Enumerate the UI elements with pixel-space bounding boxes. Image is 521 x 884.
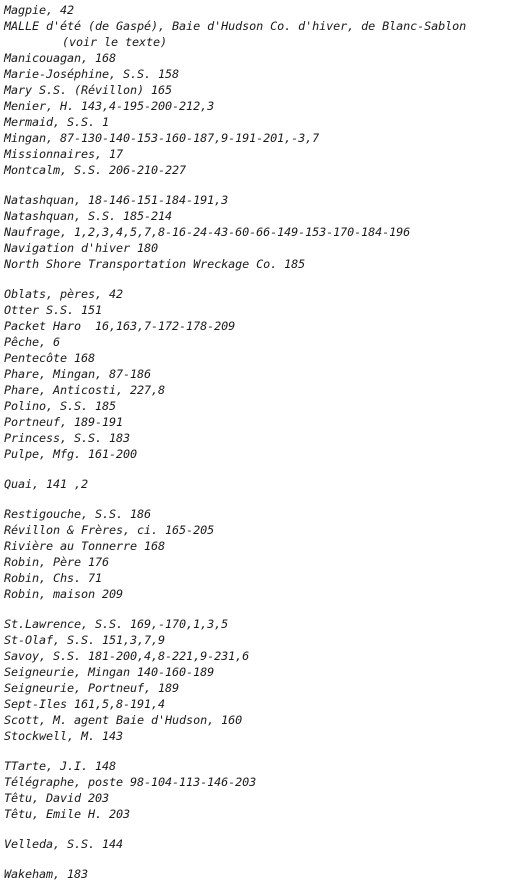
index-entry: Seigneurie, Portneuf, 189 [4, 681, 180, 695]
index-entry: Wakeham, 183 [4, 867, 89, 881]
index-entry: Pêche, 6 [4, 335, 61, 349]
index-entry: Mary S.S. (Révillon) 165 [4, 83, 173, 97]
index-entry: St.Lawrence, S.S. 169,-170,1,3,5 [4, 617, 229, 631]
index-entry: Princess, S.S. 183 [4, 431, 131, 445]
index-group-s [4, 616, 515, 744]
index-entry: Robin, Père 176 [4, 555, 110, 569]
index-entry: Seigneurie, Mingan 140-160-189 [4, 665, 215, 679]
index-entry: North Shore Transportation Wreckage Co. 185 [4, 257, 306, 271]
index-entry: Têtu, Emile H. 203 [4, 807, 131, 821]
index-entry: Quai, 141 ,2 [4, 477, 89, 491]
index-entry: Naufrage, 1,2,3,4,5,7,8-16-24-43-60-66-149-153-170-184-196 [4, 225, 411, 239]
index-group-m [4, 2, 515, 178]
index-entry: Phare, Anticosti, 227,8 [4, 383, 166, 397]
index-group-n [4, 192, 515, 272]
index-entry: Pentecôte 168 [4, 351, 96, 365]
index-entry: Têtu, David 203 [4, 791, 110, 805]
index-entry: Télégraphe, poste 98-104-113-146-203 [4, 775, 257, 789]
index-group-r [4, 506, 515, 602]
index-entry: Pulpe, Mfg. 161-200 [4, 447, 138, 461]
index-entry: Marie-Joséphine, S.S. 158 [4, 67, 180, 81]
index-entry: Natashquan, 18-146-151-184-191,3 [4, 193, 229, 207]
index-entry: Navigation d'hiver 180 [4, 241, 159, 255]
index-group-w [4, 866, 515, 882]
index-entry: Rivière au Tonnerre 168 [4, 539, 166, 553]
index-entry: Menier, H. 143,4-195-200-212,3 [4, 99, 215, 113]
index-entry: Scott, M. agent Baie d'Hudson, 160 [4, 713, 243, 727]
index-entry: MALLE d'été (de Gaspé), Baie d'Hudson Co. d'hiver, de Blanc-Sablon [4, 19, 467, 33]
index-entry: Oblats, pères, 42 [4, 287, 124, 301]
index-entry: Magpie, 42 [4, 3, 75, 17]
index-entry: Portneuf, 189-191 [4, 415, 124, 429]
index-entry: Phare, Mingan, 87-186 [4, 367, 152, 381]
index-entry: Mingan, 87-130-140-153-160-187,9-191-201,-3,7 [4, 131, 320, 145]
index-entry: Otter S.S. 151 [4, 303, 103, 317]
index-entry-continuation: (voir le texte) [62, 35, 168, 49]
index-group-v [4, 836, 515, 852]
index-entry: Robin, maison 209 [4, 587, 124, 601]
index-group-t [4, 758, 515, 822]
index-entry: Packet Haro 16,163,7-172-178-209 [4, 319, 236, 333]
index-entry: Manicouagan, 168 [4, 51, 117, 65]
index-entry: Montcalm, S.S. 206-210-227 [4, 163, 187, 177]
index-entry: Savoy, S.S. 181-200,4,8-221,9-231,6 [4, 649, 250, 663]
index-entry: Mermaid, S.S. 1 [4, 115, 110, 129]
index-entry: TTarte, J.I. 148 [4, 759, 117, 773]
index-entry: Polino, S.S. 185 [4, 399, 117, 413]
index-group-q [4, 476, 515, 492]
index-entry: Velleda, S.S. 144 [4, 837, 124, 851]
index-entry: Restigouche, S.S. 186 [4, 507, 152, 521]
index-group-o-p [4, 286, 515, 462]
index-entry: Sept-Iles 161,5,8-191,4 [4, 697, 166, 711]
index-entry: Robin, Chs. 71 [4, 571, 103, 585]
index-entry: St-Olaf, S.S. 151,3,7,9 [4, 633, 166, 647]
index-entry: Stockwell, M. 143 [4, 729, 124, 743]
index-entry: Révillon & Frères, ci. 165-205 [4, 523, 215, 537]
index-entry: Natashquan, S.S. 185-214 [4, 209, 173, 223]
index-entry: Missionnaires, 17 [4, 147, 124, 161]
